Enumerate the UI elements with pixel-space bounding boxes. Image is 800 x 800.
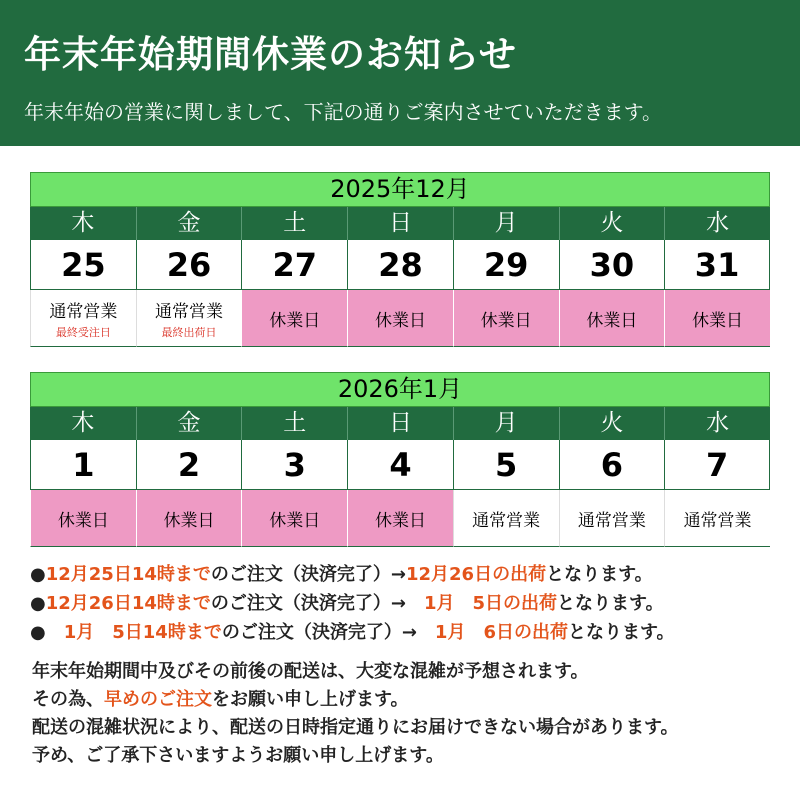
weekday-label: 日 [347,407,453,440]
order-text: のご注文（決済完了）→ [210,564,406,585]
bullet: ● [30,622,46,643]
status-cell-holiday [664,290,770,347]
order-deadline: 12月25日14時まで [45,564,211,585]
date-number: 31 [664,240,770,290]
note-text: その為、 [32,689,104,710]
date-number: 2 [136,440,242,490]
status-label: 休業日 [586,310,638,331]
weekday-label: 金 [136,207,242,240]
ship-date: 12月26日の出荷 [405,564,547,585]
weekday-label: 木 [30,407,136,440]
date-number: 4 [347,440,453,490]
status-label: 休業日 [480,310,532,331]
order-end: となります。 [546,564,653,585]
status-label: 通常営業 [155,301,224,322]
calendar-title: 2026年1月 [30,372,770,407]
calendar-jan-2026 [30,372,770,547]
status-cell-holiday [453,290,559,347]
header-banner [0,0,800,146]
order-text: のご注文（決済完了）→ [221,622,435,643]
status-cell-holiday [136,490,242,547]
status-label: 休業日 [692,310,744,331]
status-label: 休業日 [163,510,215,531]
status-label: 休業日 [374,510,426,531]
weekday-label: 木 [30,207,136,240]
note-line: 年末年始期間中及びその前後の配送は、大変な混雑が予想されます。 [32,661,589,682]
status-label: 通常営業 [577,510,646,531]
date-number: 6 [559,440,665,490]
weekday-label: 月 [453,407,559,440]
weekday-row [30,207,770,240]
shipping-schedule [30,560,770,647]
status-cell [30,290,136,347]
weekday-label: 月 [453,207,559,240]
order-text: のご注文（決済完了）→ [210,593,424,614]
status-cell-holiday [347,490,453,547]
status-cell [136,290,242,347]
status-label: 通常営業 [683,510,752,531]
date-number: 30 [559,240,665,290]
date-number: 27 [241,240,347,290]
status-label: 休業日 [374,310,426,331]
bullet: ● [30,564,46,585]
date-number: 5 [453,440,559,490]
status-label: 休業日 [269,310,321,331]
shipping-line [30,560,770,589]
status-cell [453,490,559,547]
order-end: となります。 [557,593,664,614]
date-number: 26 [136,240,242,290]
status-cell-holiday [347,290,453,347]
weekday-label: 土 [241,407,347,440]
notice-notes [32,658,679,770]
order-end: となります。 [567,622,675,643]
weekday-label: 火 [559,207,665,240]
shipping-line [30,589,770,618]
status-cell [559,490,665,547]
weekday-label: 水 [664,207,770,240]
status-cell [664,490,770,547]
weekday-row [30,407,770,440]
status-cell-holiday [30,490,136,547]
status-row [30,490,770,547]
status-label: 通常営業 [49,301,118,322]
status-label: 休業日 [269,510,321,531]
page-subtitle: 年末年始の営業に関しまして、下記の通りご案内させていただきます。 [24,100,662,124]
ship-date: 1月 6日の出荷 [434,622,568,643]
date-number: 1 [30,440,136,490]
date-number: 29 [453,240,559,290]
date-row [30,440,770,490]
shipping-line [30,618,770,647]
status-row [30,290,770,347]
weekday-label: 土 [241,207,347,240]
note-text: をお願い申し上げます。 [212,689,409,710]
order-deadline: 12月26日14時まで [45,593,211,614]
page-title: 年末年始期間休業のお知らせ [24,33,517,76]
ship-date: 1月 5日の出荷 [423,593,558,614]
date-number: 28 [347,240,453,290]
note-line: 予め、ご了承下さいますようお願い申し上げます。 [32,745,444,766]
bullet: ● [30,593,46,614]
status-cell-holiday [559,290,665,347]
status-note: 最終受注日 [55,325,111,339]
note-line [32,686,679,714]
status-label: 休業日 [57,510,109,531]
status-note: 最終出荷日 [161,325,217,339]
status-cell-holiday [241,290,347,347]
weekday-label: 日 [347,207,453,240]
status-cell-holiday [241,490,347,547]
calendar-title: 2025年12月 [30,172,770,207]
weekday-label: 金 [136,407,242,440]
date-row [30,240,770,290]
note-emphasis: 早めのご注文 [104,689,212,710]
date-number: 3 [241,440,347,490]
weekday-label: 水 [664,407,770,440]
date-number: 25 [30,240,136,290]
calendar-dec-2025 [30,172,770,347]
note-line: 配送の混雑状況により、配送の日時指定通りにお届けできない場合があります。 [32,717,679,738]
weekday-label: 火 [559,407,665,440]
date-number: 7 [664,440,770,490]
status-label: 通常営業 [472,510,541,531]
order-deadline: 1月 5日14時まで [45,622,222,643]
